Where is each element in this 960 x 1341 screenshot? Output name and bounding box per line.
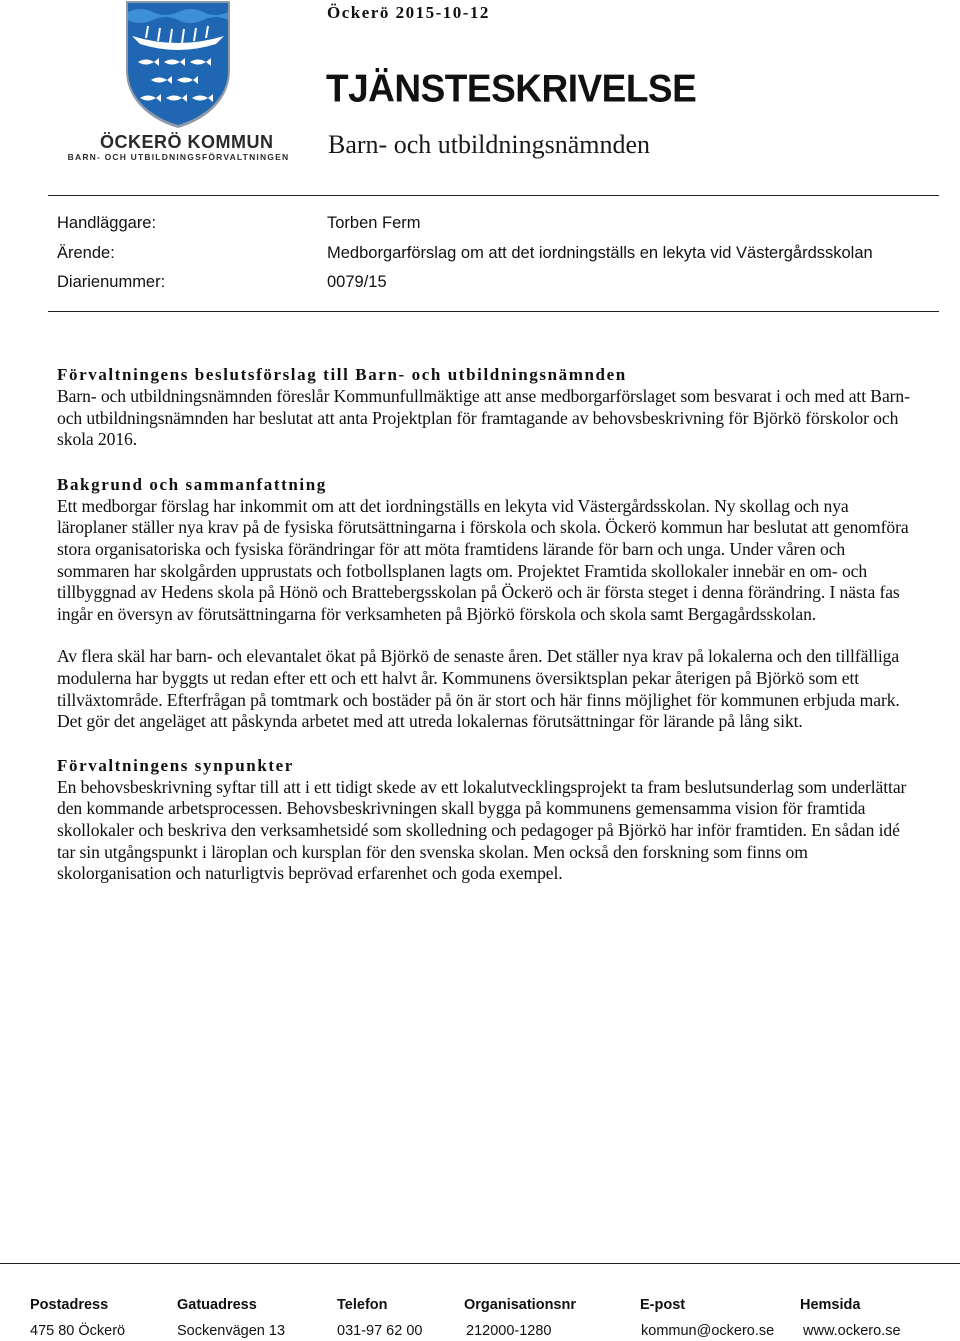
footer-email-link[interactable]: kommun@ockero.se bbox=[641, 1323, 775, 1339]
footer-phone-value: 031-97 62 00 bbox=[337, 1323, 423, 1339]
footer-website-link[interactable]: www.ockero.se bbox=[803, 1323, 901, 1339]
municipality-logo bbox=[56, 0, 301, 165]
handler-value: Torben Ferm bbox=[327, 214, 421, 232]
section-heading: Förvaltningens beslutsförslag till Barn- och utbildningsnämnden bbox=[57, 365, 627, 384]
section-heading: Förvaltningens synpunkter bbox=[57, 755, 294, 775]
footer-website-label: Hemsida bbox=[800, 1297, 861, 1313]
paragraph: En behovsbeskrivning syftar till att i ett tidigt skede av ett lokalutvecklingsprojekt ta fram beslutsunderlag som underlättar den kommande arbetsprocessen. Behovsbeskrivningen skall bygga på kommunens gemensamma vision för framtida skollokaler och beskriva den verksamhetsidé som skolledning och pedagoger på Björkö har inför framtiden. En sådan idé tar sin utgångspunkt i läroplan och kursplan för den svenska skolan. Men också den forskning som finns om skolorganisation och naturligtvis beprövad erfarenhet och goda exempel. bbox=[57, 776, 907, 884]
diary-number-value: 0079/15 bbox=[327, 273, 387, 291]
document-title: TJÄNSTESKRIVELSE bbox=[326, 66, 697, 110]
document-date: Öckerö 2015-10-12 bbox=[327, 3, 490, 22]
section-heading: Bakgrund och sammanfattning bbox=[57, 474, 327, 494]
section-proposal bbox=[57, 364, 917, 451]
footer-orgnr-value: 212000-1280 bbox=[466, 1323, 552, 1339]
paragraph: Ett medborgar förslag har inkommit om att det iordningställs en lekyta vid Västergårdsskolan. Ny skollag och nya läroplaner ställer nya krav på de fysiska förutsättningarna i förskola och skola. Öckerö kommun har beslutat att genomföra stora organisatoriska och fysiska förändringar för att möta framtidens lärande för barn och unga. Under våren och sommaren har skolgården upprustats och fotbollsplanen lagts om. Projektet Framtida skollokaler innebär en om- och tillbyggnad av Hedens skola på Hönö och Brattebergsskolan på Öckerö och är första steget i denna förändring. I nästa fas ingår en översyn av förutsättningarna för verksamheten på Björkö förskola och skola samt Bergagårdsskolan. bbox=[57, 495, 909, 624]
coat-of-arms-icon bbox=[56, 0, 301, 132]
paragraph: Barn- och utbildningsnämnden föreslår Kommunfullmäktige att anse medborgarförslaget som besvarat i och med att Barn- och utbildningsnämnden har beslutat att anta Projektplan för framtagande av behovsbeskrivning för Björkö förskolor och skola 2016. bbox=[57, 386, 910, 450]
meta-divider bbox=[48, 311, 939, 312]
header-divider bbox=[48, 195, 939, 196]
footer-street-value: Sockenvägen 13 bbox=[177, 1323, 286, 1339]
footer-phone-label: Telefon bbox=[337, 1297, 388, 1313]
section-administration-views bbox=[57, 755, 917, 885]
footer-email-label: E-post bbox=[640, 1297, 686, 1313]
board-name: Barn- och utbildningsnämnden bbox=[328, 130, 651, 159]
case-value: Medborgarförslag om att det iordningställs en lekyta vid Västergårdsskolan bbox=[327, 244, 873, 262]
logo-department-name: BARN- OCH UTBILDNINGSFÖRVALTNINGEN bbox=[67, 152, 290, 162]
footer-orgnr-label: Organisationsnr bbox=[464, 1297, 576, 1313]
document-body bbox=[57, 364, 917, 885]
paragraph: Av flera skäl har barn- och elevantalet ökat på Björkö de senaste åren. Det ställer nya krav på lokalerna och den tillfälliga modulerna har byggts ut redan efter ett och ett halvt år. Kommunens översiktsplan pekar återigen på Björkö som ett tillväxtområde. Efterfrågan på tomtmark och bostäder på ön är stort och här finns möjlighet för kommunen erbjuda mark. Det gör det angeläget att påskynda arbetet med att utreda lokalernas förutsättningar för lärande på lång sikt. bbox=[57, 646, 900, 732]
handler-label: Handläggare: bbox=[57, 214, 157, 232]
footer-postal-label: Postadress bbox=[30, 1297, 109, 1313]
diary-number-label: Diarienummer: bbox=[57, 273, 166, 291]
footer-street-label: Gatuadress bbox=[177, 1297, 257, 1313]
footer-postal-value: 475 80 Öckerö bbox=[30, 1323, 126, 1339]
case-label: Ärende: bbox=[57, 244, 115, 262]
footer-divider bbox=[0, 1263, 960, 1264]
section-background bbox=[57, 474, 917, 733]
logo-municipality-name: ÖCKERÖ KOMMUN bbox=[100, 132, 274, 152]
